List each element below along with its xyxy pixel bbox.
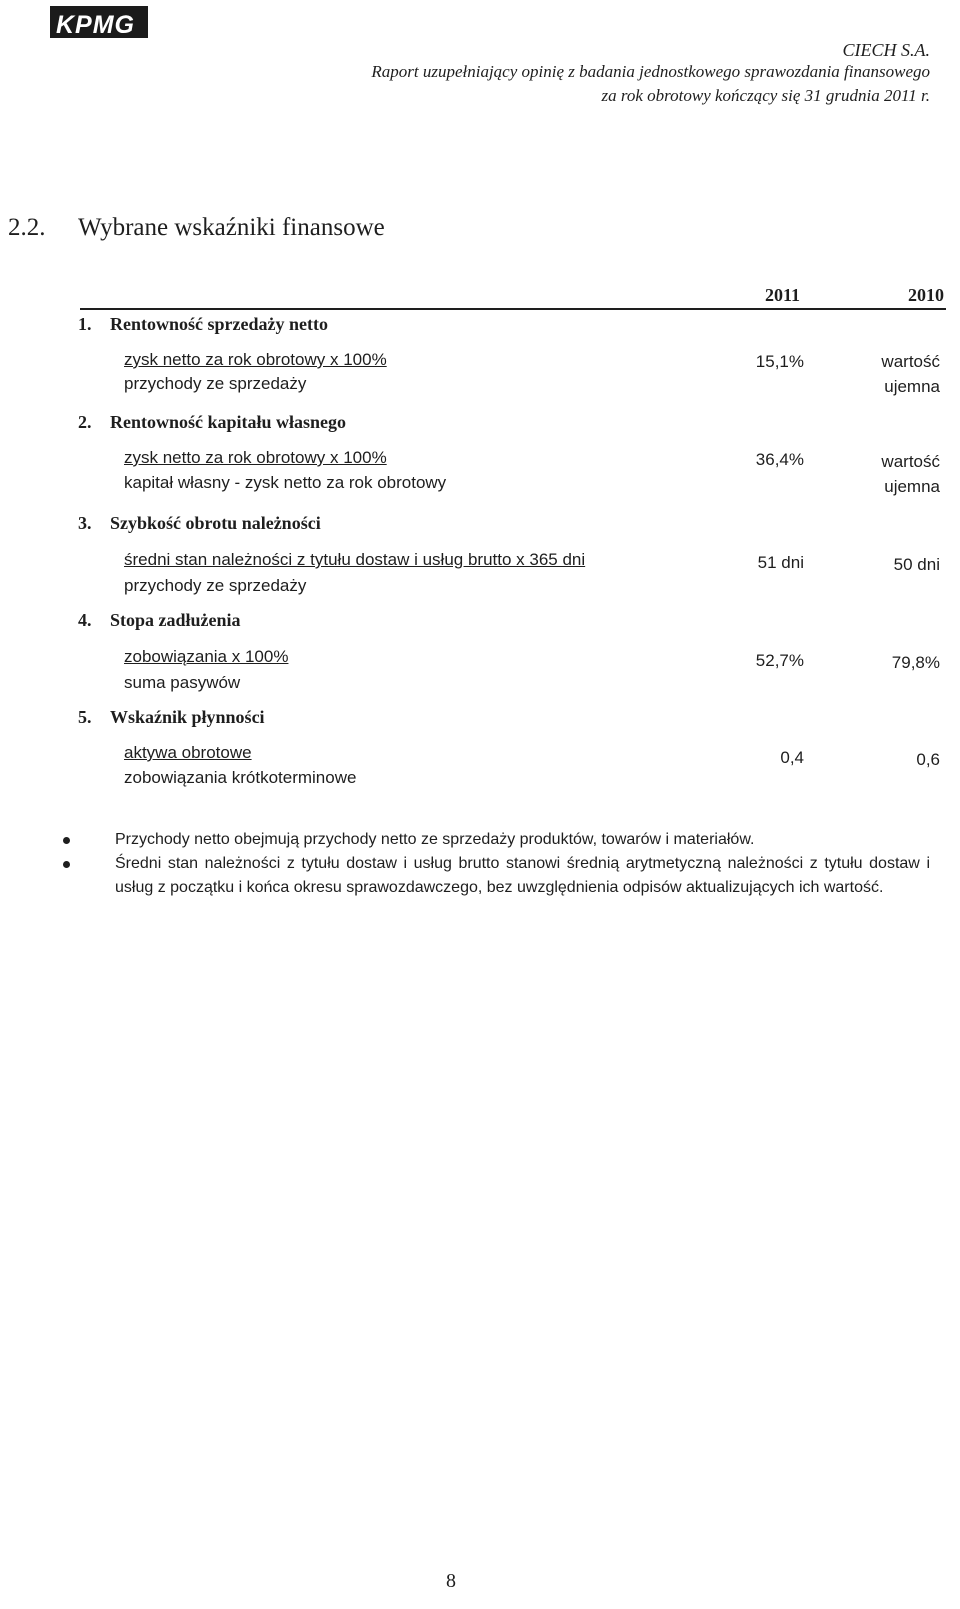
formula-numerator: zysk netto za rok obrotowy x 100% xyxy=(124,350,387,369)
bullet-icon xyxy=(63,861,70,868)
header-report-line2: za rok obrotowy kończący się 31 grudnia 2011 r. xyxy=(601,86,930,105)
formula-numerator: zysk netto za rok obrotowy x 100% xyxy=(124,448,387,467)
header-rule xyxy=(80,308,946,310)
column-header-2011: 2011 xyxy=(764,285,800,305)
value-2011: 52,7% xyxy=(755,651,804,670)
logo-text: KPMG xyxy=(56,11,135,38)
value-2010-line1: wartość xyxy=(881,352,940,371)
note-item xyxy=(115,828,930,852)
formula-denominator: kapitał własny - zysk netto za rok obrotowy xyxy=(124,473,447,492)
note-item xyxy=(115,852,930,900)
formula-denominator: przychody ze sprzedaży xyxy=(124,374,307,393)
value-2011: 36,4% xyxy=(755,450,804,469)
section-number: 2.2. xyxy=(8,214,46,241)
value-2010: 0,6 xyxy=(916,750,940,769)
header-report-line1: Raport uzupełniający opinię z badania jednostkowego sprawozdania finansowego xyxy=(371,62,930,81)
formula-denominator: przychody ze sprzedaży xyxy=(124,576,307,595)
formula-numerator: średni stan należności z tytułu dostaw i usług brutto x 365 dni xyxy=(124,550,586,569)
indicator-title: Szybkość obrotu należności xyxy=(110,513,321,533)
value-2010-line1: wartość xyxy=(881,452,940,471)
indicator-number: 3. xyxy=(78,513,92,533)
value-2010: 79,8% xyxy=(891,653,940,672)
formula-denominator: suma pasywów xyxy=(124,673,241,692)
note-text: Przychody netto obejmują przychody netto ze sprzedaży produktów, towarów i materiałów. xyxy=(115,831,755,848)
indicator-title: Stopa zadłużenia xyxy=(110,610,241,630)
column-header-2010: 2010 xyxy=(908,285,944,305)
indicator-number: 1. xyxy=(78,314,92,334)
header-company: CIECH S.A. xyxy=(842,40,930,60)
notes-list xyxy=(115,828,930,900)
value-2010-line2: ujemna xyxy=(884,377,940,396)
kpmg-logo xyxy=(50,6,148,38)
value-2011: 0,4 xyxy=(780,748,804,767)
formula-numerator: zobowiązania x 100% xyxy=(124,647,289,666)
value-2010-line2: ujemna xyxy=(884,477,940,496)
page-number: 8 xyxy=(446,1570,456,1592)
formula-numerator: aktywa obrotowe xyxy=(124,743,252,762)
section-title: Wybrane wskaźniki finansowe xyxy=(78,214,385,241)
indicator-title: Rentowność kapitału własnego xyxy=(110,412,347,432)
value-2010: 50 dni xyxy=(893,555,940,574)
indicator-number: 5. xyxy=(78,707,92,727)
indicator-number: 2. xyxy=(78,412,92,432)
formula-denominator: zobowiązania krótkoterminowe xyxy=(124,768,357,787)
indicator-title: Rentowność sprzedaży netto xyxy=(110,314,328,334)
note-text: Średni stan należności z tytułu dostaw i usług brutto stanowi średnią arytmetyczną należności z tytułu dostaw i usług z początku i końca okresu sprawozdawczego, bez uwzględnienia odpisów aktualizujących ich wartość. xyxy=(115,855,930,896)
indicator-title: Wskaźnik płynności xyxy=(110,707,265,727)
bullet-icon xyxy=(63,837,70,844)
indicator-number: 4. xyxy=(78,610,92,630)
value-2011: 15,1% xyxy=(755,352,804,371)
value-2011: 51 dni xyxy=(757,553,804,572)
